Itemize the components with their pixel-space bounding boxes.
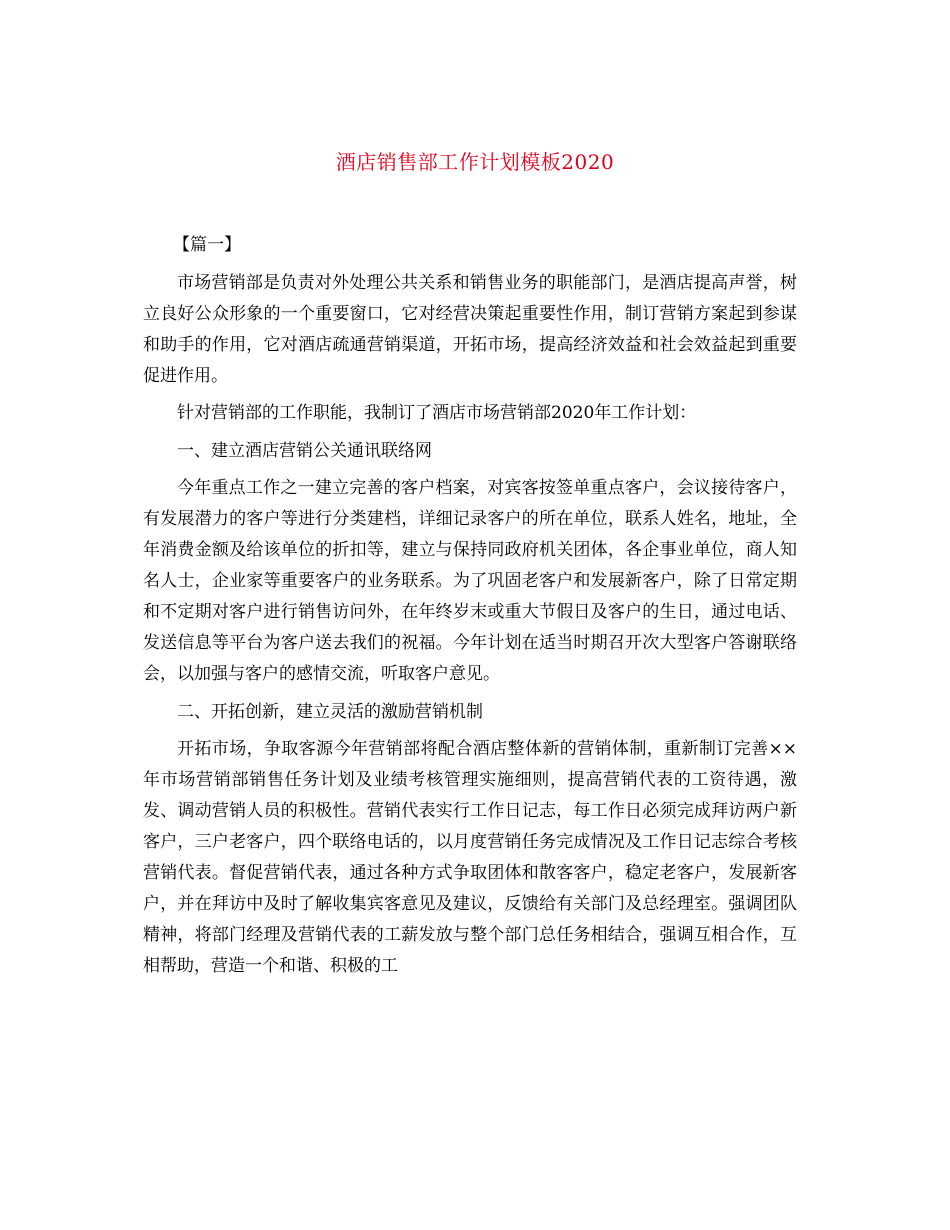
- document-title: 酒店销售部工作计划模板2020: [335, 150, 615, 174]
- paragraph-section-1: 今年重点工作之一建立完善的客户档案，对宾客按签单重点客户，会议接待客户，有发展潜力的客户等进行分类建档，详细记录客户的所在单位，联系人姓名，地址，全年消费金额及给该单位的折扣等，建立与保持同政府机关团体，各企事业单位，商人知名人士，企业家等重要客户的业务联系。为了巩固老客户和发展新客户，除了日常定期和不定期对客户进行销售访问外，在年终岁末或重大节假日及客户的生日，通过电话、发送信息等平台为客户送去我们的祝福。今年计划在适当时期召开次大型客户答谢联络会，以加强与客户的感情交流，听取客户意见。: [143, 478, 797, 684]
- heading-section-2: 二、开拓创新，建立灵活的激励营销机制: [177, 701, 483, 722]
- paragraph-plan-lead: 针对营销部的工作职能，我制订了酒店市场营销部2020年工作计划：: [177, 403, 697, 423]
- section-label: 【篇一】: [173, 235, 241, 255]
- paragraph-intro: 市场营销部是负责对外处理公共关系和销售业务的职能部门，是酒店提高声誉，树立良好公众形象的一个重要窗口，它对经营决策起重要性作用，制订营销方案起到参谋和助手的作用，它对酒店疏通营销渠道，开拓市场，提高经济效益和社会效益起到重要促进作用。: [143, 272, 797, 386]
- heading-section-1: 一、建立酒店营销公关通讯联络网: [177, 440, 432, 461]
- document-body: [143, 230, 797, 989]
- paragraph-section-2: 开拓市场，争取客源今年营销部将配合酒店整体新的营销体制，重新制订完善××年市场营销部销售任务计划及业绩考核管理实施细则，提高营销代表的工资待遇，激发、调动营销人员的积极性。营销代表实行工作日记志，每工作日必须完成拜访两户新客户，三户老客户，四个联络电话的，以月度营销任务完成情况及工作日记志综合考核营销代表。督促营销代表，通过各种方式争取团体和散客客户，稳定老客户，发展新客户，并在拜访中及时了解收集宾客意见及建议，反馈给有关部门及总经理室。强调团队精神，将部门经理及营销代表的工薪发放与整个部门总任务相结合，强调互相合作，互相帮助，营造一个和谐、积极的工: [143, 739, 797, 976]
